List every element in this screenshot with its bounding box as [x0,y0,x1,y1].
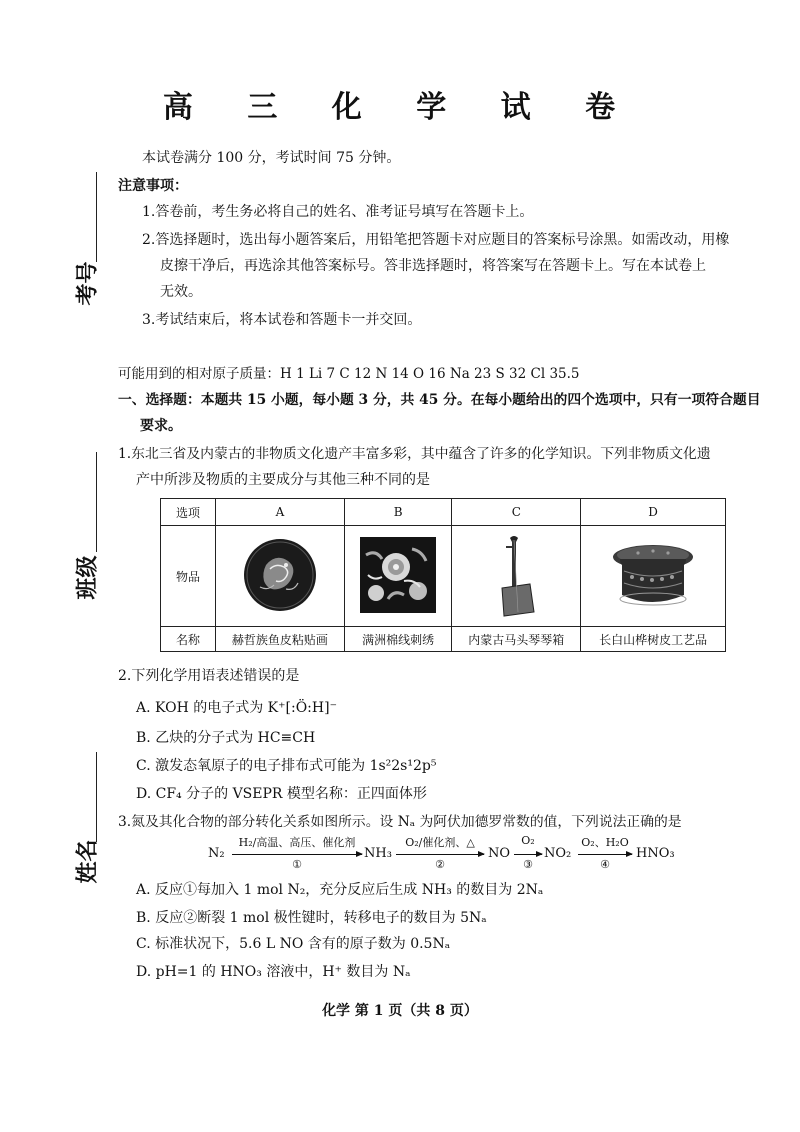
item-image-cell [344,526,452,627]
arrow [514,854,542,855]
notice-item: 3.考试结束后，将本试卷和答题卡一并交回。 [142,312,422,328]
notice-heading: 注意事项： [118,178,188,194]
class-line [96,452,97,552]
condition: O₂、H₂O [581,836,629,849]
intro-text: 本试卷满分 100 分，考试时间 75 分钟。 [142,150,401,166]
notice-item: 1.答卷前，考生务必将自己的姓名、准考证号填写在答题卡上。 [142,204,534,220]
row-header: 物品 [161,526,216,627]
species: N₂ [208,846,225,861]
notice-item: 2.答选择题时，选出每小题答案后，用铅笔把答题卡对应题目的答案标号涂黑。如需改动，用橡 [142,232,730,248]
arrow [232,854,362,855]
species: NO₂ [544,846,572,861]
step-number: ④ [600,858,610,871]
notice-item: 无效。 [160,284,202,300]
condition: O₂ [521,834,535,847]
class-label: 班级 [74,555,101,600]
name-label: 姓名 [74,839,101,884]
q2-option-b: B. 乙炔的分子式为 HC≡CH [136,730,316,746]
page-footer: 化学 第 1 页（共 8 页） [322,1003,478,1019]
page-title: 高 三 化 学 试 卷 [162,90,638,125]
q3-option-d: D. pH=1 的 HNO₃ 溶液中，H⁺ 数目为 Nₐ [136,964,411,980]
embroidery-image [358,535,438,615]
section1-heading: 一、选择题：本题共 15 小题，每小题 3 分，共 45 分。在每小题给出的四个选项中，只有一项符合题目 [118,392,761,408]
q2-stem: 2.下列化学用语表述错误的是 [118,668,300,684]
name-line [96,752,97,842]
q2-option-a: A. KOH 的电子式为 K⁺[:Ö:H]⁻ [136,700,337,716]
step-number: ③ [523,858,533,871]
q3-option-c: C. 标准状况下，5.6 L NO 含有的原子数为 0.5Nₐ [136,936,451,952]
q3-option-b: B. 反应②断裂 1 mol 极性键时，转移电子的数目为 5Nₐ [136,910,487,926]
species: HNO₃ [636,846,675,861]
q2-option-c: C. 激发态氧原子的电子排布式可能为 1s²2s¹2p⁵ [136,758,437,774]
notice-item: 皮擦干净后，再选涂其他答案标号。答非选择题时，将答案写在答题卡上。写在本试卷上 [160,258,706,274]
option-label: A [216,499,345,526]
birch-bark-box-image [608,535,698,615]
step-number: ① [292,858,302,871]
option-label: C [452,499,581,526]
q3-option-a: A. 反应①每加入 1 mol N₂，充分反应后生成 NH₃ 的数目为 2Nₐ [136,882,544,898]
q1-table [160,498,726,652]
item-name: 内蒙古马头琴琴箱 [452,627,581,652]
q1-stem: 1.东北三省及内蒙古的非物质文化遗产丰富多彩，其中蕴含了许多的化学知识。下列非物质文化遗 [118,446,711,462]
atomic-masses: 可能用到的相对原子质量：H 1 Li 7 C 12 N 14 O 16 Na 23 S 32 Cl 35.5 [118,366,580,382]
q1-stem-cont: 产中所涉及物质的主要成分与其他三种不同的是 [136,472,430,488]
arrow [578,854,632,855]
step-number: ② [435,858,445,871]
item-image-cell [581,526,726,627]
q2-option-d: D. CF₄ 分子的 VSEPR 模型名称：正四面体形 [136,786,427,802]
species: NH₃ [364,846,392,861]
horsehead-fiddle-image [486,532,546,618]
arrow [396,854,484,855]
section1-heading-cont: 要求。 [140,418,182,434]
item-name: 满洲棉线刺绣 [344,627,452,652]
condition: O₂/催化剂、△ [405,836,475,849]
item-name: 长白山桦树皮工艺品 [581,627,726,652]
q3-stem: 3.氮及其化合物的部分转化关系如图所示。设 Nₐ 为阿伏加德罗常数的值，下列说法正确的是 [118,814,682,830]
item-name: 赫哲族鱼皮粘贴画 [216,627,345,652]
item-image-cell [216,526,345,627]
option-label: D [581,499,726,526]
exam-no-line [96,172,97,262]
exam-no-label: 考号 [74,261,101,306]
row-header: 名称 [161,627,216,652]
row-header: 选项 [161,499,216,526]
item-image-cell [452,526,581,627]
condition: H₂/高温、高压、催化剂 [238,836,356,849]
option-label: B [344,499,452,526]
fish-skin-painting-image [240,535,320,615]
species: NO [488,846,511,861]
